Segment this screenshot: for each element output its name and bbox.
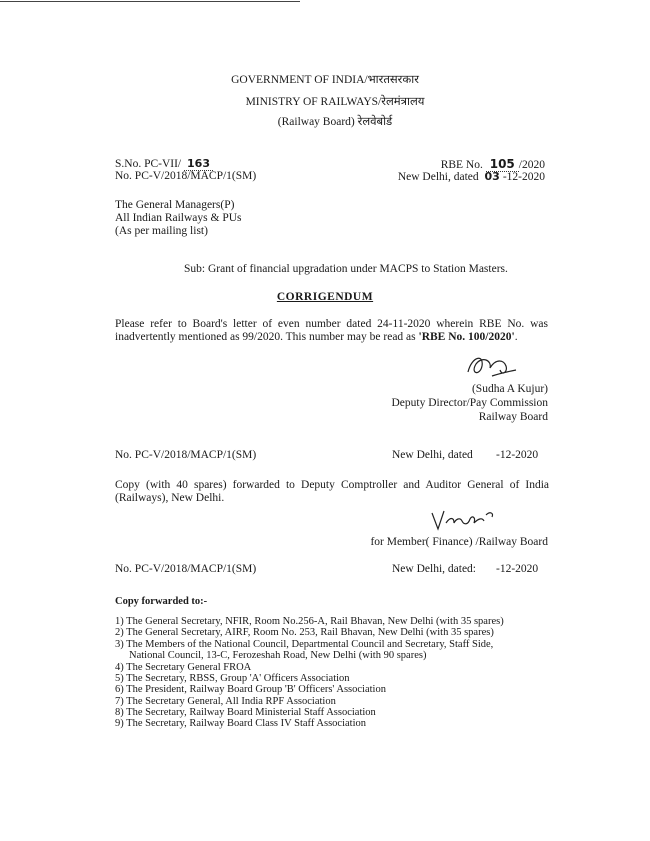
date-suffix: -12-2020: [502, 171, 545, 183]
copy1-for: for Member( Finance) /Railway Board: [370, 536, 548, 548]
list-item: 6) The President, Railway Board Group 'B' Officers' Association: [115, 684, 386, 695]
copy2-file-number: No. PC-V/2018/MACP/1(SM): [115, 563, 257, 575]
list-item: 8) The Secretary, Railway Board Ministerial Staff Association: [115, 707, 376, 718]
copy1-date: -12-2020: [496, 449, 539, 461]
date-handwritten: 03: [484, 170, 500, 183]
rbe-suffix: /2020: [518, 159, 545, 171]
file-number: No. PC-V/2018/MACP/1(SM): [115, 170, 257, 182]
copy1-file-number: No. PC-V/2018/MACP/1(SM): [115, 449, 257, 461]
list-item: 9) The Secretary, Railway Board Class IV Staff Association: [115, 718, 366, 729]
body-paragraph: [115, 318, 548, 344]
serial-number: [115, 157, 213, 170]
signature-member-finance: [428, 505, 508, 535]
list-item: 3) The Members of the National Council, Departmental Council and Secretary, Staff Side,: [115, 639, 494, 650]
body-bold: 'RBE No. 100/2020': [418, 331, 515, 343]
list-item: 2) The General Secretary, AIRF, Room No. 253, Rail Bhavan, New Delhi (with 35 spares): [115, 627, 494, 638]
copy2-heading: Copy forwarded to:-: [115, 596, 208, 607]
copy1-dated-label: New Delhi, dated: [392, 449, 473, 461]
signature-director: [462, 346, 522, 386]
header-government: GOVERNMENT OF INDIA/भारतसरकार: [231, 74, 419, 86]
list-item: 7) The Secretary General, All India RPF Association: [115, 696, 336, 707]
signatory-name: (Sudha A Kujur): [471, 383, 548, 395]
header-board: (Railway Board) रेलवेबोर्ड: [277, 116, 393, 128]
corrigendum-title: CORRIGENDUM: [276, 291, 374, 303]
list-item: 4) The Secretary General FROA: [115, 662, 252, 673]
rbe-prefix: RBE No.: [440, 159, 483, 171]
copy2-date: -12-2020: [496, 563, 539, 575]
date-prefix: New Delhi, dated: [397, 171, 479, 183]
issue-date: [398, 170, 545, 183]
list-item: National Council, 13-C, Ferozeshah Road, New Delhi (with 90 spares): [129, 650, 427, 661]
serial-handwritten: 163: [184, 157, 213, 171]
body-end: .: [514, 331, 518, 343]
body-text: Please refer to Board's letter of even number dated 24-11-2020 wherein RBE No. was inadvertently mentioned as 99/2020. This number may be read as: [115, 318, 548, 343]
rbe-number: [441, 157, 545, 171]
addressee-line-1: The General Managers(P): [115, 199, 235, 211]
list-item: 1) The General Secretary, NFIR, Room No.256-A, Rail Bhavan, New Delhi (with 35 spares): [115, 616, 504, 627]
subject-line: Sub: Grant of financial upgradation under MACPS to Station Masters.: [184, 263, 508, 275]
signatory-designation: Deputy Director/Pay Commission: [391, 397, 548, 409]
header-ministry: MINISTRY OF RAILWAYS/रेलमंत्रालय: [245, 96, 425, 108]
addressee-line-3: (As per mailing list): [115, 225, 208, 237]
list-item: 5) The Secretary, RBSS, Group 'A' Officers Association: [115, 673, 350, 684]
top-border-line: [0, 1, 300, 2]
serial-prefix: S.No. PC-VII/: [115, 158, 182, 170]
rbe-handwritten: 105: [486, 157, 519, 172]
copy2-dated-label: New Delhi, dated:: [392, 563, 476, 575]
addressee-line-2: All Indian Railways & PUs: [115, 212, 242, 224]
copy1-text: Copy (with 40 spares) forwarded to Deputy Comptroller and Auditor General of India (Railways), New Delhi.: [115, 479, 549, 504]
signatory-office: Railway Board: [478, 411, 548, 423]
